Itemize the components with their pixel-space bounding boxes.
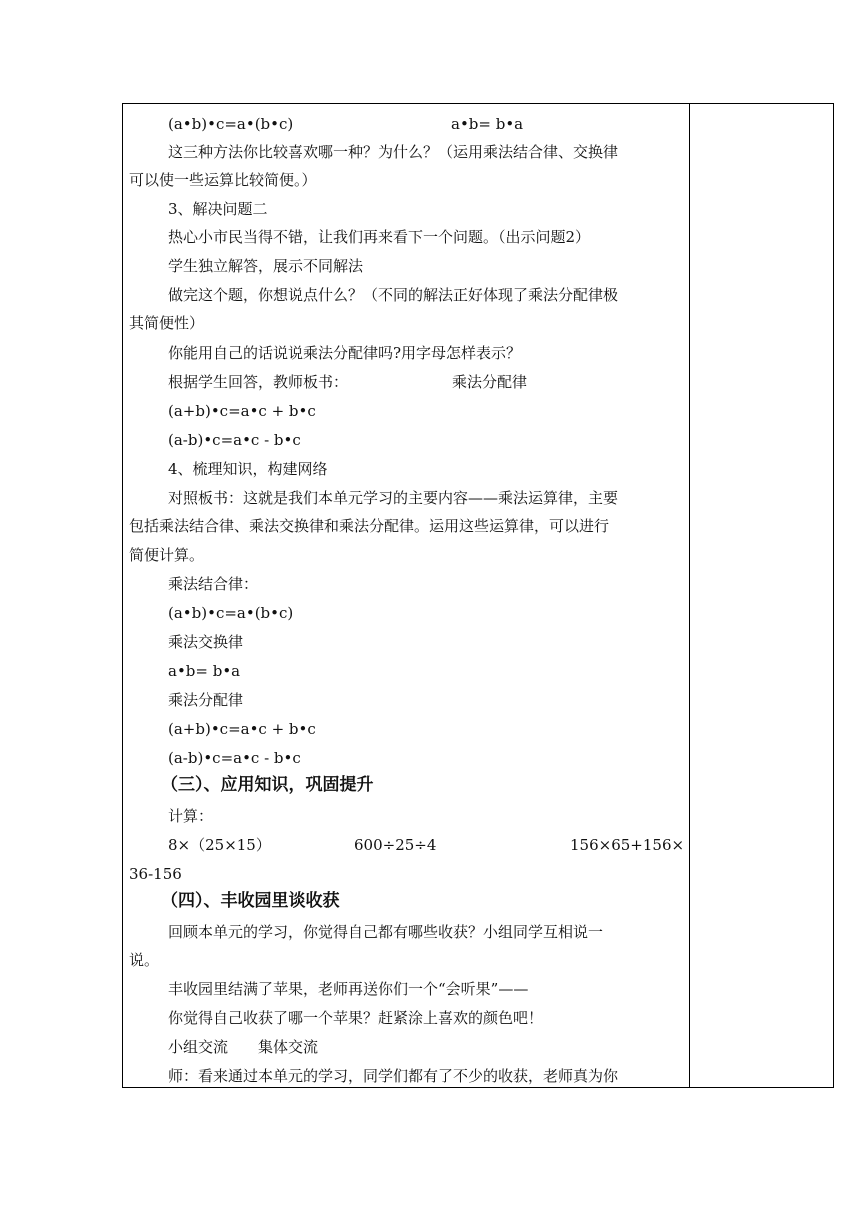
section-step-3: 3、解决问题二 [168,200,268,218]
text-line: 师：看来通过本单元的学习，同学们都有了不少的收获，老师真为你 [168,1067,619,1085]
text-line: 其简便性） [129,314,205,332]
section-heading-4: （四）、丰收园里谈收获 [161,891,340,911]
text-line: 你能用自己的话说说乘法分配律吗?用字母怎样表示？ [168,344,522,362]
exercise-3: 156×65+156× [570,836,685,854]
exercise-3-continued: 36-156 [129,865,182,883]
law-label: 乘法交换律 [168,633,244,651]
formula-distributive-plus: (a+b)•c=a•c + b•c [168,720,316,738]
text-line: 你觉得自己收获了哪一个苹果？赶紧涂上喜欢的颜色吧！ [168,1009,544,1027]
lesson-table [122,103,834,1088]
text-line: 计算： [168,807,214,825]
formula-associative: (a•b)•c=a•(b•c) [168,115,294,133]
formula-associative: (a•b)•c=a•(b•c) [168,604,294,622]
law-label: 乘法分配律 [168,691,244,709]
text-line: 简便计算。 [129,546,205,564]
exercise-2: 600÷25÷4 [354,836,437,854]
text-line: 回顾本单元的学习，你觉得自己都有哪些收获？小组同学互相说一 [168,923,604,941]
text-line: 根据学生回答，教师板书： [168,373,349,391]
section-heading-3: （三）、应用知识，巩固提升 [161,775,374,795]
text-line: 可以使一些运算比较简便。） [129,171,317,189]
formula-commutative: a•b= b•a [168,662,241,680]
law-label: 乘法结合律： [168,575,259,593]
text-line: 这三种方法你比较喜欢哪一种？为什么？（运用乘法结合律、交换律 [168,143,619,161]
text-line: 热心小市民当得不错，让我们再来看下一个问题。（出示问题2） [168,228,591,246]
text-line: 包括乘法结合律、乘法交换律和乘法分配律。运用这些运算律，可以进行 [129,517,610,535]
text-line: 学生独立解答，展示不同解法 [168,257,364,275]
notes-cell [690,104,833,1087]
text-line: 小组交流 集体交流 [168,1038,319,1056]
text-line: 丰收园里结满了苹果，老师再送你们一个“会听果”—— [168,980,529,998]
board-title: 乘法分配律 [452,373,528,391]
main-content-cell [123,104,689,1087]
text-line: 做完这个题，你想说点什么？（不同的解法正好体现了乘法分配律极 [168,286,619,304]
text-line: 说。 [129,951,160,969]
formula-commutative: a•b= b•a [451,115,524,133]
section-step-4: 4、梳理知识，构建网络 [168,460,328,478]
formula-distributive-minus: (a-b)•c=a•c - b•c [168,749,301,767]
formula-distributive-minus: (a-b)•c=a•c - b•c [168,431,301,449]
text-line: 对照板书：这就是我们本单元学习的主要内容——乘法运算律，主要 [168,489,619,507]
exercise-1: 8×（25×15） [168,836,271,854]
formula-distributive-plus: (a+b)•c=a•c + b•c [168,402,316,420]
